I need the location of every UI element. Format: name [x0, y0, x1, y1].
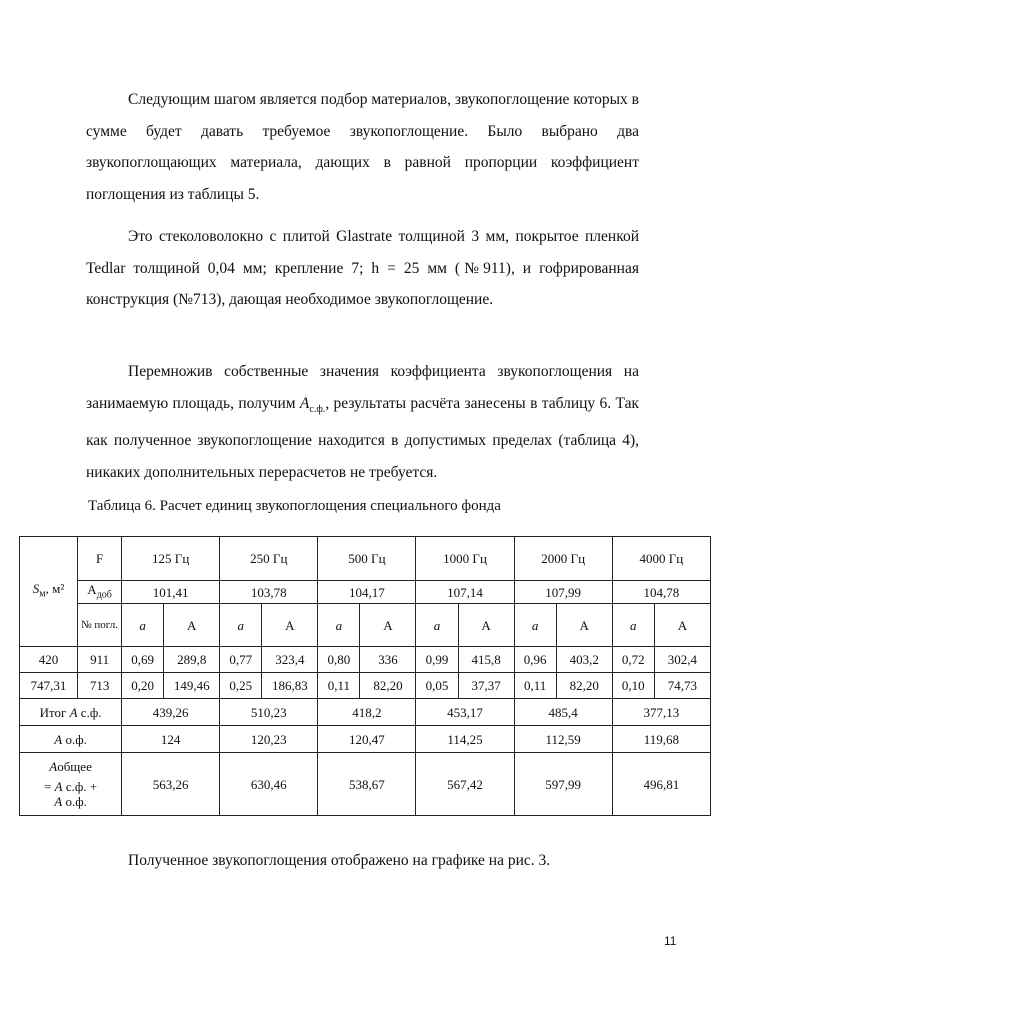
value-cell: 0,80 [318, 647, 360, 673]
value-cell: 0,77 [220, 647, 262, 673]
area-header: $S_м$, м² [20, 537, 78, 647]
freq-header: 4000 Гц [612, 537, 710, 581]
adob-value: 104,78 [612, 581, 710, 604]
freq-header: 125 Гц [122, 537, 220, 581]
area-cell: 420 [20, 647, 78, 673]
total-value: 563,26 [122, 753, 220, 816]
value-cell: 0,05 [416, 673, 458, 699]
alpha-header: a [416, 604, 458, 647]
paragraph-1: Следующим шагом является подбор материалов, звукопоглощение которых в сумме будет давать требуемое звукопоглощение. Было выбрано два звукопоглощающих материала, дающих в равной пропорции коэффициент поглощения из таблицы 5. [86, 91, 639, 203]
aof-value: 120,47 [318, 726, 416, 753]
table-row [20, 726, 711, 753]
total-value: 538,67 [318, 753, 416, 816]
freq-header: 2000 Гц [514, 537, 612, 581]
f-label: F [78, 537, 122, 581]
alpha-header: a [122, 604, 164, 647]
itog-value: 453,17 [416, 699, 514, 726]
total-value: 630,46 [220, 753, 318, 816]
value-cell: 415,8 [458, 647, 514, 673]
value-cell: 0,20 [122, 673, 164, 699]
alpha-header: a [220, 604, 262, 647]
aof-value: 119,68 [612, 726, 710, 753]
value-cell: 0,10 [612, 673, 654, 699]
value-cell: 0,72 [612, 647, 654, 673]
total-value: 567,42 [416, 753, 514, 816]
value-cell: 302,4 [654, 647, 710, 673]
page-number: 11 [664, 934, 677, 948]
adob-value: 104,17 [318, 581, 416, 604]
value-cell: 323,4 [262, 647, 318, 673]
freq-header: 1000 Гц [416, 537, 514, 581]
a-header: A [458, 604, 514, 647]
num-cell: 713 [78, 673, 122, 699]
paragraph-3: Перемножив собственные значения коэффициента звукопоглощения на занимаемую площадь, получим $A_{с.ф.}$, результаты расчёта занесены в таблицу 6. Так как полученное звукопоглощение находится в допустимых пределах (таблица 4), никаких дополнительных перерасчетов не требуется. [86, 363, 639, 481]
a-header: A [556, 604, 612, 647]
itog-value: 418,2 [318, 699, 416, 726]
table-row [20, 647, 711, 673]
value-cell: 82,20 [556, 673, 612, 699]
num-label: № погл. [78, 604, 122, 647]
value-cell: 336 [360, 647, 416, 673]
itog-label: Итог A с.ф. [20, 699, 122, 726]
value-cell: 0,69 [122, 647, 164, 673]
value-cell: 186,83 [262, 673, 318, 699]
table-row [20, 604, 711, 647]
value-cell: 289,8 [164, 647, 220, 673]
value-cell: 149,46 [164, 673, 220, 699]
alpha-header: a [514, 604, 556, 647]
adob-value: 107,14 [416, 581, 514, 604]
itog-value: 485,4 [514, 699, 612, 726]
alpha-header: a [318, 604, 360, 647]
adob-value: 107,99 [514, 581, 612, 604]
value-cell: 82,20 [360, 673, 416, 699]
freq-header: 250 Гц [220, 537, 318, 581]
table-row [20, 581, 711, 604]
paragraph-2: Это стеколоволокно с плитой Glastrate толщиной 3 мм, покрытое пленкой Tedlar толщиной 0,04 мм; крепление 7; h = 25 мм (№911), и гофрированная конструкция (№713), дающая необходимое звукопоглощение. [86, 228, 639, 308]
table-row [20, 537, 711, 581]
aof-value: 112,59 [514, 726, 612, 753]
itog-value: 439,26 [122, 699, 220, 726]
value-cell: 0,11 [318, 673, 360, 699]
aof-value: 124 [122, 726, 220, 753]
freq-header: 500 Гц [318, 537, 416, 581]
a-header: A [360, 604, 416, 647]
num-cell: 911 [78, 647, 122, 673]
adob-label: $A_{доб}$ [78, 581, 122, 604]
absorption-table [19, 536, 711, 816]
table-row [20, 673, 711, 699]
value-cell: 0,96 [514, 647, 556, 673]
alpha-header: a [612, 604, 654, 647]
aof-label: A о.ф. [20, 726, 122, 753]
a-header: A [164, 604, 220, 647]
area-cell: 747,31 [20, 673, 78, 699]
total-value: 496,81 [612, 753, 710, 816]
itog-value: 510,23 [220, 699, 318, 726]
aof-value: 120,23 [220, 726, 318, 753]
value-cell: 0,25 [220, 673, 262, 699]
total-label: Aобщее = A с.ф. + A о.ф. [20, 753, 122, 816]
adob-value: 103,78 [220, 581, 318, 604]
table-row [20, 753, 711, 816]
value-cell: 37,37 [458, 673, 514, 699]
aof-value: 114,25 [416, 726, 514, 753]
value-cell: 0,99 [416, 647, 458, 673]
table-row [20, 699, 711, 726]
paragraph-4: Полученное звукопоглощения отображено на графике на рис. 3. [128, 852, 551, 869]
value-cell: 0,11 [514, 673, 556, 699]
table-caption: Таблица 6. Расчет единиц звукопоглощения специального фонда [88, 498, 501, 514]
a-header: A [262, 604, 318, 647]
value-cell: 74,73 [654, 673, 710, 699]
adob-value: 101,41 [122, 581, 220, 604]
itog-value: 377,13 [612, 699, 710, 726]
value-cell: 403,2 [556, 647, 612, 673]
a-header: A [654, 604, 710, 647]
total-value: 597,99 [514, 753, 612, 816]
